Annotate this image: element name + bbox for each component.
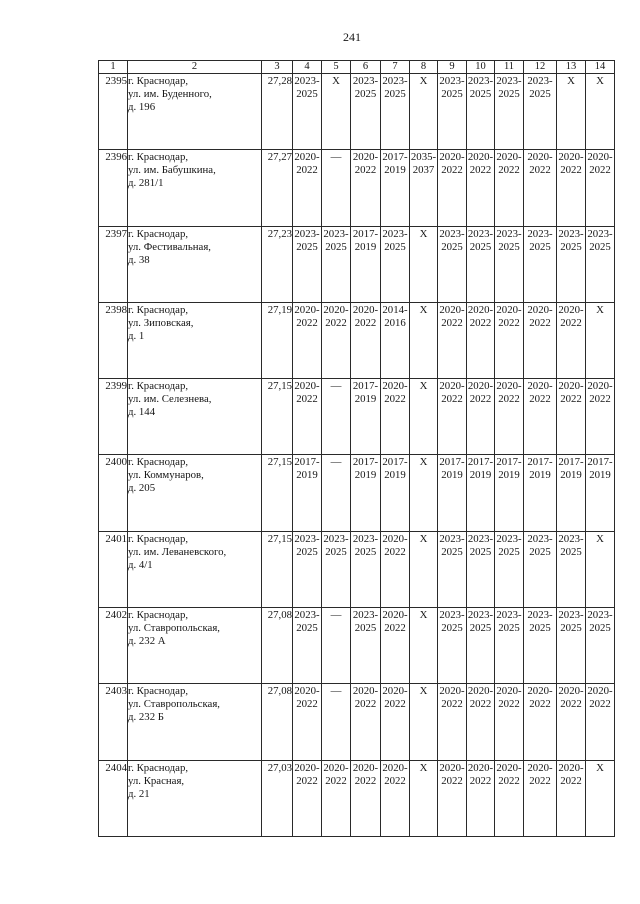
header-cell-8: 8 <box>410 61 438 74</box>
header-cell-5: 5 <box>322 61 351 74</box>
address-line: д. 21 <box>128 787 150 800</box>
period-cell-col8: X <box>410 608 438 684</box>
table-row <box>99 302 615 378</box>
address-cell <box>128 608 262 684</box>
period-cell-col12: 2023-2025 <box>524 226 557 302</box>
period-cell-col13: 2020-2022 <box>557 760 586 836</box>
period-cell-col14: 2023-2025 <box>586 608 615 684</box>
period-cell-col8: X <box>410 684 438 760</box>
period-cell-col10: 2023-2025 <box>467 608 495 684</box>
address-line: д. 144 <box>128 406 156 419</box>
header-cell-4: 4 <box>293 61 322 74</box>
period-cell-col8: X <box>410 379 438 455</box>
address-cell <box>128 379 262 455</box>
period-cell-col7: 2020-2022 <box>381 531 410 607</box>
period-cell-col9: 2020-2022 <box>438 379 467 455</box>
row-number-cell: 2403 <box>99 684 128 760</box>
period-cell-col11: 2023-2025 <box>495 226 524 302</box>
period-cell-col9: 2017-2019 <box>438 455 467 531</box>
period-cell-col14: 2020-2022 <box>586 684 615 760</box>
row-number-cell: 2400 <box>99 455 128 531</box>
value-cell: 27,03 <box>262 760 293 836</box>
period-cell-col12: 2020-2022 <box>524 760 557 836</box>
address-line: г. Краснодар, <box>128 532 189 545</box>
period-cell-col5: 2023-2025 <box>322 531 351 607</box>
address-line: г. Краснодар, <box>128 685 189 698</box>
period-cell-col5: — <box>322 684 351 760</box>
address-cell <box>128 150 262 226</box>
address-line: ул. Зиповская, <box>128 316 194 329</box>
row-number-cell: 2396 <box>99 150 128 226</box>
table-row <box>99 608 615 684</box>
period-cell-col6: 2023-2025 <box>351 74 381 150</box>
period-cell-col11: 2023-2025 <box>495 74 524 150</box>
table-body <box>99 61 615 837</box>
table-row <box>99 455 615 531</box>
period-cell-col4: 2017-2019 <box>293 455 322 531</box>
period-cell-col10: 2023-2025 <box>467 531 495 607</box>
period-cell-col5: X <box>322 74 351 150</box>
address-line: ул. Коммунаров, <box>128 469 204 482</box>
address-cell <box>128 455 262 531</box>
period-cell-col12: 2023-2025 <box>524 608 557 684</box>
address-line: г. Краснодар, <box>128 151 189 164</box>
table-row <box>99 74 615 150</box>
period-cell-col13: 2020-2022 <box>557 379 586 455</box>
period-cell-col6: 2017-2019 <box>351 379 381 455</box>
period-cell-col13: 2023-2025 <box>557 608 586 684</box>
period-cell-col12: 2023-2025 <box>524 74 557 150</box>
period-cell-col5: — <box>322 379 351 455</box>
period-cell-col9: 2023-2025 <box>438 531 467 607</box>
period-cell-col11: 2020-2022 <box>495 684 524 760</box>
value-cell: 27,23 <box>262 226 293 302</box>
header-cell-13: 13 <box>557 61 586 74</box>
period-cell-col6: 2020-2022 <box>351 760 381 836</box>
header-cell-7: 7 <box>381 61 410 74</box>
period-cell-col4: 2023-2025 <box>293 608 322 684</box>
period-cell-col5: — <box>322 608 351 684</box>
period-cell-col14: 2023-2025 <box>586 226 615 302</box>
address-cell <box>128 226 262 302</box>
address-cell <box>128 684 262 760</box>
period-cell-col6: 2023-2025 <box>351 608 381 684</box>
address-line: г. Краснодар, <box>128 609 189 622</box>
period-cell-col9: 2020-2022 <box>438 150 467 226</box>
header-cell-12: 12 <box>524 61 557 74</box>
period-cell-col14: 2017-2019 <box>586 455 615 531</box>
header-cell-11: 11 <box>495 61 524 74</box>
address-line: д. 232 А <box>128 635 166 648</box>
address-line: д. 205 <box>128 482 156 495</box>
header-cell-9: 9 <box>438 61 467 74</box>
table-row <box>99 379 615 455</box>
period-cell-col11: 2020-2022 <box>495 760 524 836</box>
period-cell-col4: 2020-2022 <box>293 760 322 836</box>
address-line: ул. им. Буденного, <box>128 88 212 100</box>
value-cell: 27,19 <box>262 302 293 378</box>
period-cell-col13: 2020-2022 <box>557 302 586 378</box>
period-cell-col9: 2023-2025 <box>438 74 467 150</box>
period-cell-col9: 2023-2025 <box>438 608 467 684</box>
period-cell-col6: 2020-2022 <box>351 150 381 226</box>
period-cell-col5: 2023-2025 <box>322 226 351 302</box>
period-cell-col11: 2023-2025 <box>495 531 524 607</box>
period-cell-col7: 2023-2025 <box>381 74 410 150</box>
address-line: ул. Красная, <box>128 774 185 787</box>
period-cell-col11: 2023-2025 <box>495 608 524 684</box>
address-line: г. Краснодар, <box>128 761 189 774</box>
period-cell-col12: 2020-2022 <box>524 150 557 226</box>
header-cell-2: 2 <box>128 61 262 74</box>
period-cell-col8: 2035-2037 <box>410 150 438 226</box>
period-cell-col5: 2020-2022 <box>322 760 351 836</box>
period-cell-col12: 2017-2019 <box>524 455 557 531</box>
address-line: д. 196 <box>128 101 156 113</box>
period-cell-col5: — <box>322 455 351 531</box>
period-cell-col7: 2023-2025 <box>381 226 410 302</box>
period-cell-col7: 2014-2016 <box>381 302 410 378</box>
value-cell: 27,08 <box>262 684 293 760</box>
period-cell-col8: X <box>410 455 438 531</box>
period-cell-col14: X <box>586 302 615 378</box>
period-cell-col10: 2020-2022 <box>467 760 495 836</box>
period-cell-col7: 2020-2022 <box>381 760 410 836</box>
address-line: г. Краснодар, <box>128 303 189 316</box>
period-cell-col9: 2020-2022 <box>438 684 467 760</box>
period-cell-col4: 2020-2022 <box>293 150 322 226</box>
header-cell-14: 14 <box>586 61 615 74</box>
address-line: д. 1 <box>128 329 145 342</box>
period-cell-col9: 2020-2022 <box>438 302 467 378</box>
table-row <box>99 226 615 302</box>
header-row <box>99 61 615 74</box>
period-cell-col8: X <box>410 302 438 378</box>
period-cell-col7: 2020-2022 <box>381 684 410 760</box>
address-line: ул. им. Леваневского, <box>128 545 227 558</box>
value-cell: 27,27 <box>262 150 293 226</box>
period-cell-col6: 2017-2019 <box>351 455 381 531</box>
address-line: ул. Ставропольская, <box>128 622 220 635</box>
period-cell-col13: 2020-2022 <box>557 150 586 226</box>
header-cell-3: 3 <box>262 61 293 74</box>
address-line: г. Краснодар, <box>128 456 189 469</box>
period-cell-col14: X <box>586 74 615 150</box>
period-cell-col10: 2020-2022 <box>467 302 495 378</box>
row-number-cell: 2398 <box>99 302 128 378</box>
period-cell-col12: 2023-2025 <box>524 531 557 607</box>
row-number-cell: 2397 <box>99 226 128 302</box>
period-cell-col4: 2020-2022 <box>293 302 322 378</box>
period-cell-col14: 2020-2022 <box>586 150 615 226</box>
period-cell-col5: 2020-2022 <box>322 302 351 378</box>
period-cell-col8: X <box>410 226 438 302</box>
period-cell-col11: 2020-2022 <box>495 302 524 378</box>
header-cell-10: 10 <box>467 61 495 74</box>
page-number: 241 <box>343 30 361 44</box>
period-cell-col10: 2020-2022 <box>467 379 495 455</box>
row-number-cell: 2399 <box>99 379 128 455</box>
table-row <box>99 760 615 836</box>
table-row <box>99 531 615 607</box>
period-cell-col8: X <box>410 531 438 607</box>
address-line: г. Краснодар, <box>128 227 189 240</box>
period-cell-col13: 2017-2019 <box>557 455 586 531</box>
period-cell-col13: 2020-2022 <box>557 684 586 760</box>
address-line: ул. им. Селезнева, <box>128 393 212 406</box>
address-cell <box>128 531 262 607</box>
period-cell-col13: 2023-2025 <box>557 531 586 607</box>
address-line: ул. им. Бабушкина, <box>128 164 216 177</box>
period-cell-col14: 2020-2022 <box>586 379 615 455</box>
row-number-cell: 2404 <box>99 760 128 836</box>
address-cell <box>128 302 262 378</box>
address-line: д. 4/1 <box>128 558 153 571</box>
period-cell-col7: 2017-2019 <box>381 455 410 531</box>
address-line: ул. Фестивальная, <box>128 240 211 253</box>
value-cell: 27,15 <box>262 455 293 531</box>
address-line: г. Краснодар, <box>128 75 189 87</box>
row-number-cell: 2395 <box>99 74 128 150</box>
row-number-cell: 2401 <box>99 531 128 607</box>
period-cell-col14: X <box>586 531 615 607</box>
period-cell-col6: 2023-2025 <box>351 531 381 607</box>
period-cell-col8: X <box>410 74 438 150</box>
header-cell-6: 6 <box>351 61 381 74</box>
period-cell-col13: 2023-2025 <box>557 226 586 302</box>
period-cell-col7: 2020-2022 <box>381 608 410 684</box>
period-cell-col11: 2020-2022 <box>495 379 524 455</box>
period-cell-col7: 2020-2022 <box>381 379 410 455</box>
period-cell-col4: 2023-2025 <box>293 226 322 302</box>
period-cell-col7: 2017-2019 <box>381 150 410 226</box>
table-row <box>99 150 615 226</box>
period-cell-col10: 2020-2022 <box>467 684 495 760</box>
period-cell-col13: X <box>557 74 586 150</box>
period-cell-col12: 2020-2022 <box>524 379 557 455</box>
address-line: д. 281/1 <box>128 177 164 190</box>
period-cell-col9: 2020-2022 <box>438 760 467 836</box>
address-line: д. 38 <box>128 253 150 266</box>
period-cell-col10: 2020-2022 <box>467 150 495 226</box>
address-line: д. 232 Б <box>128 711 164 724</box>
value-cell: 27,28 <box>262 74 293 150</box>
period-cell-col4: 2020-2022 <box>293 684 322 760</box>
period-cell-col12: 2020-2022 <box>524 302 557 378</box>
period-cell-col10: 2017-2019 <box>467 455 495 531</box>
address-cell <box>128 74 262 150</box>
value-cell: 27,15 <box>262 379 293 455</box>
period-cell-col6: 2017-2019 <box>351 226 381 302</box>
period-cell-col14: X <box>586 760 615 836</box>
value-cell: 27,08 <box>262 608 293 684</box>
address-line: ул. Ставропольская, <box>128 698 220 711</box>
period-cell-col9: 2023-2025 <box>438 226 467 302</box>
period-cell-col6: 2020-2022 <box>351 684 381 760</box>
address-cell <box>128 760 262 836</box>
period-cell-col8: X <box>410 760 438 836</box>
table-row <box>99 684 615 760</box>
period-cell-col12: 2020-2022 <box>524 684 557 760</box>
data-table <box>98 60 615 837</box>
period-cell-col4: 2023-2025 <box>293 531 322 607</box>
period-cell-col11: 2017-2019 <box>495 455 524 531</box>
period-cell-col10: 2023-2025 <box>467 74 495 150</box>
value-cell: 27,15 <box>262 531 293 607</box>
address-line: г. Краснодар, <box>128 380 189 393</box>
period-cell-col4: 2020-2022 <box>293 379 322 455</box>
period-cell-col4: 2023-2025 <box>293 74 322 150</box>
row-number-cell: 2402 <box>99 608 128 684</box>
header-cell-1: 1 <box>99 61 128 74</box>
period-cell-col11: 2020-2022 <box>495 150 524 226</box>
period-cell-col10: 2023-2025 <box>467 226 495 302</box>
period-cell-col5: — <box>322 150 351 226</box>
period-cell-col6: 2020-2022 <box>351 302 381 378</box>
